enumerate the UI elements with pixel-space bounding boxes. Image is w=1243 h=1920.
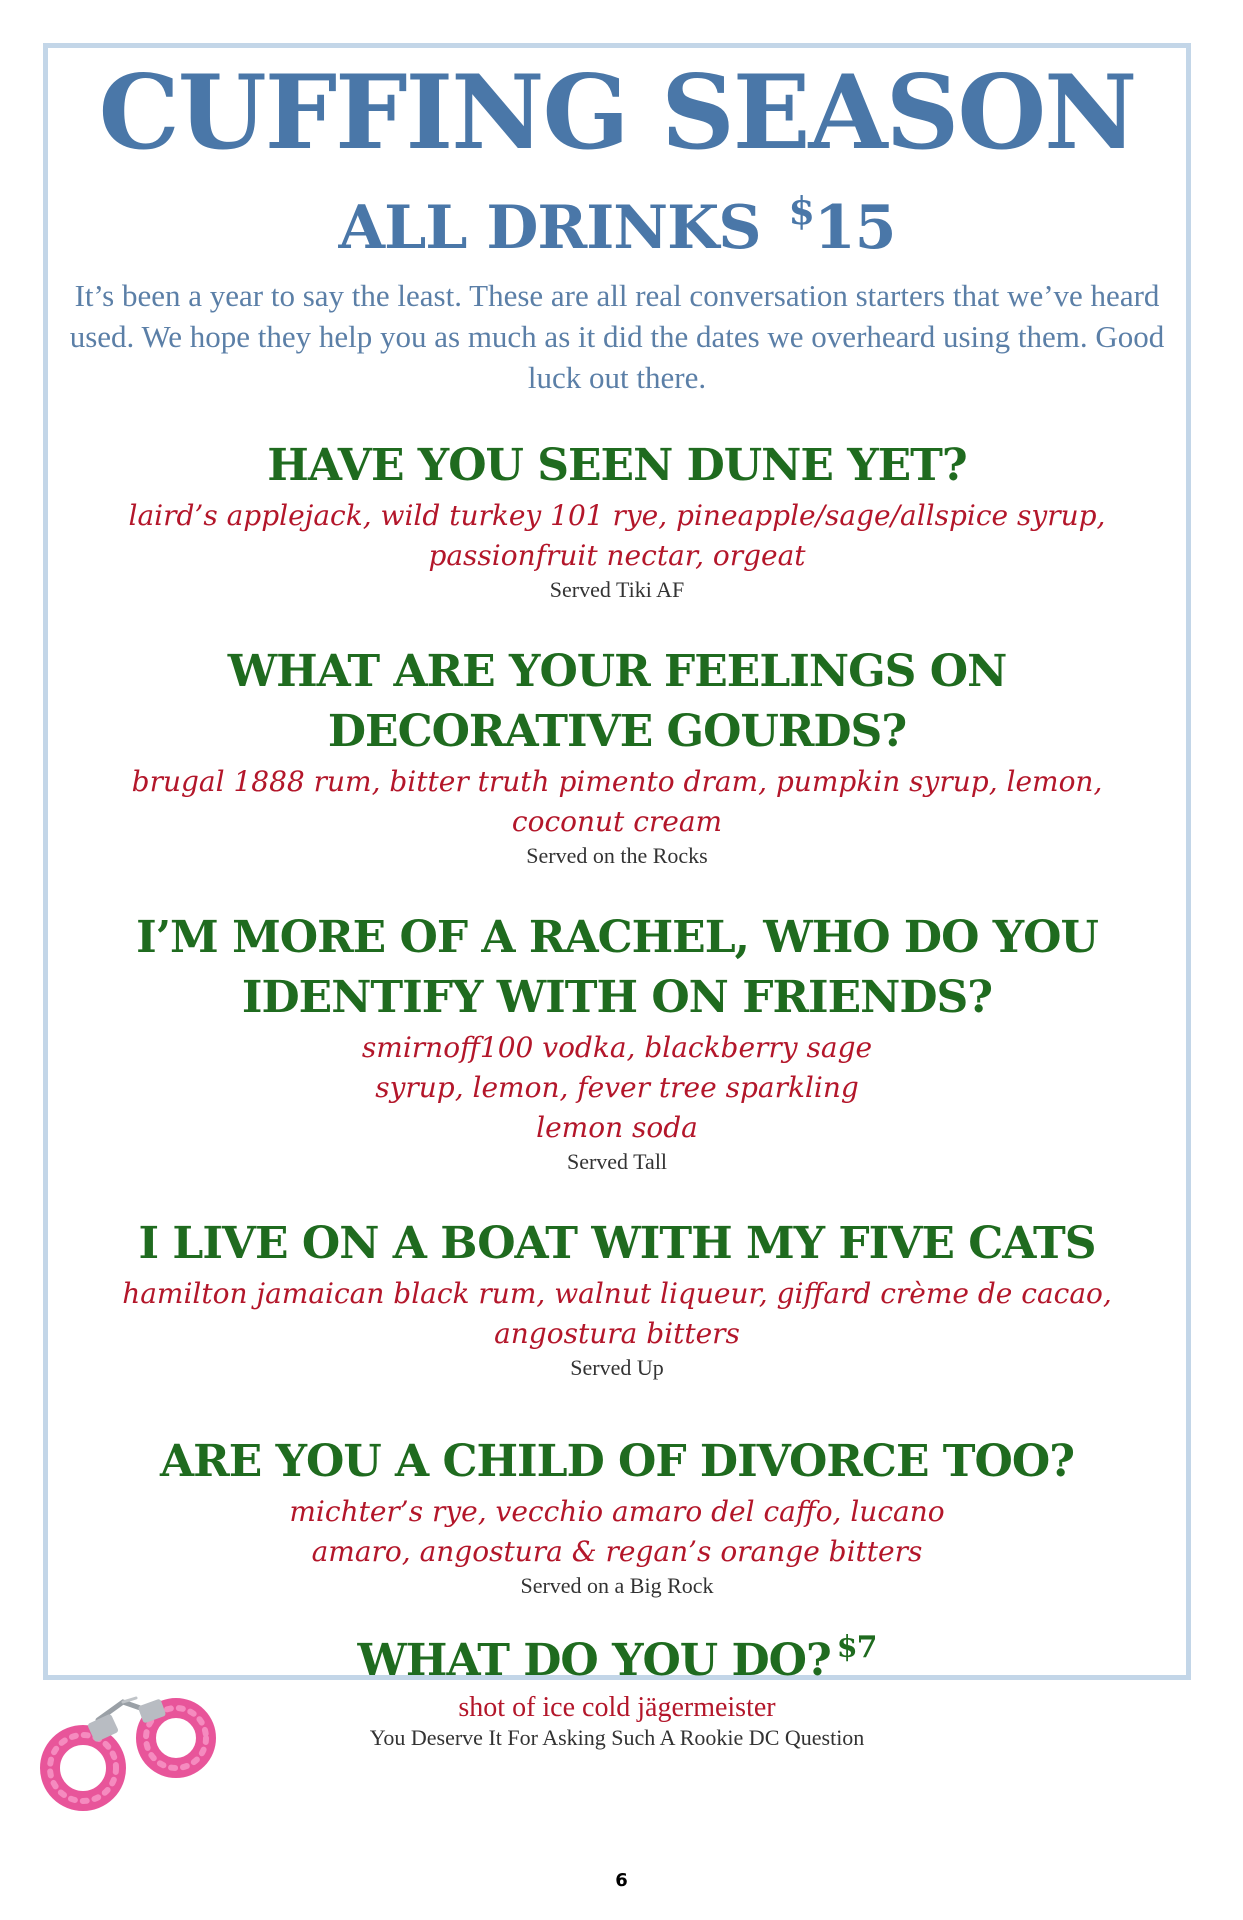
special-ingredients: shot of ice cold jägermeister	[458, 1692, 776, 1723]
drink-name: I’M MORE OF A RACHEL, WHO DO YOU IDENTIFY WITH ON FRIENDS?	[136, 912, 1098, 1023]
drink-name: HAVE YOU SEEN DUNE YET?	[267, 440, 967, 491]
drink-item	[48, 642, 1186, 870]
drink-name: I LIVE ON A BOAT WITH MY FIVE CATS	[138, 1218, 1096, 1269]
drink-item	[48, 908, 1186, 1176]
menu-content	[48, 48, 1186, 1751]
intro-text: It’s been a year to say the least. These are all real conversation starters that we’ve heard used. We hope they help you as much as it did the dates we overheard using them. Good luck out there.	[69, 278, 1165, 395]
price-currency: $	[788, 188, 814, 233]
drink-ingredients: smirnoff100 vodka, blackberry sage syrup, lemon, fever tree sparkling lemon soda	[361, 1031, 873, 1144]
drink-name: ARE YOU A CHILD OF DIVORCE TOO?	[160, 1436, 1074, 1487]
drink-ingredients: hamilton jamaican black rum, walnut liqueur, giffard crème de cacao, angostura bitters	[122, 1277, 1112, 1350]
drink-served: Served Tiki AF	[549, 577, 685, 602]
drink-ingredients: brugal 1888 rum, bitter truth pimento dram, pumpkin syrup, lemon, coconut cream	[131, 765, 1103, 838]
drink-served: Served Up	[570, 1355, 664, 1380]
special-name-text: WHAT DO YOU DO?	[357, 1635, 831, 1686]
price-line	[48, 176, 1186, 263]
drink-ingredients: laird’s applejack, wild turkey 101 rye, pineapple/sage/allspice syrup, passionfruit nectar, orgeat	[128, 499, 1106, 572]
drink-served: Served Tall	[566, 1149, 668, 1174]
drink-item	[48, 1214, 1186, 1382]
special-price: $7	[836, 1630, 877, 1665]
drink-item	[48, 436, 1186, 604]
drink-item	[48, 1432, 1186, 1600]
pink-handcuffs-icon	[28, 1680, 238, 1815]
drink-name: WHAT ARE YOUR FEELINGS ON DECORATIVE GOURDS?	[227, 646, 1007, 757]
drink-served: Served on the Rocks	[526, 843, 708, 868]
special-served: You Deserve It For Asking Such A Rookie DC Question	[369, 1725, 865, 1750]
drink-served: Served on a Big Rock	[520, 1573, 714, 1598]
menu-title: CUFFING SEASON	[98, 53, 1136, 173]
price-label: ALL DRINKS	[338, 193, 761, 263]
page-number: 6	[615, 1870, 628, 1891]
price-amount: 15	[813, 193, 896, 263]
drink-ingredients: michter’s rye, vecchio amaro del caffo, lucano amaro, angostura & regan’s orange bitters	[289, 1495, 945, 1568]
